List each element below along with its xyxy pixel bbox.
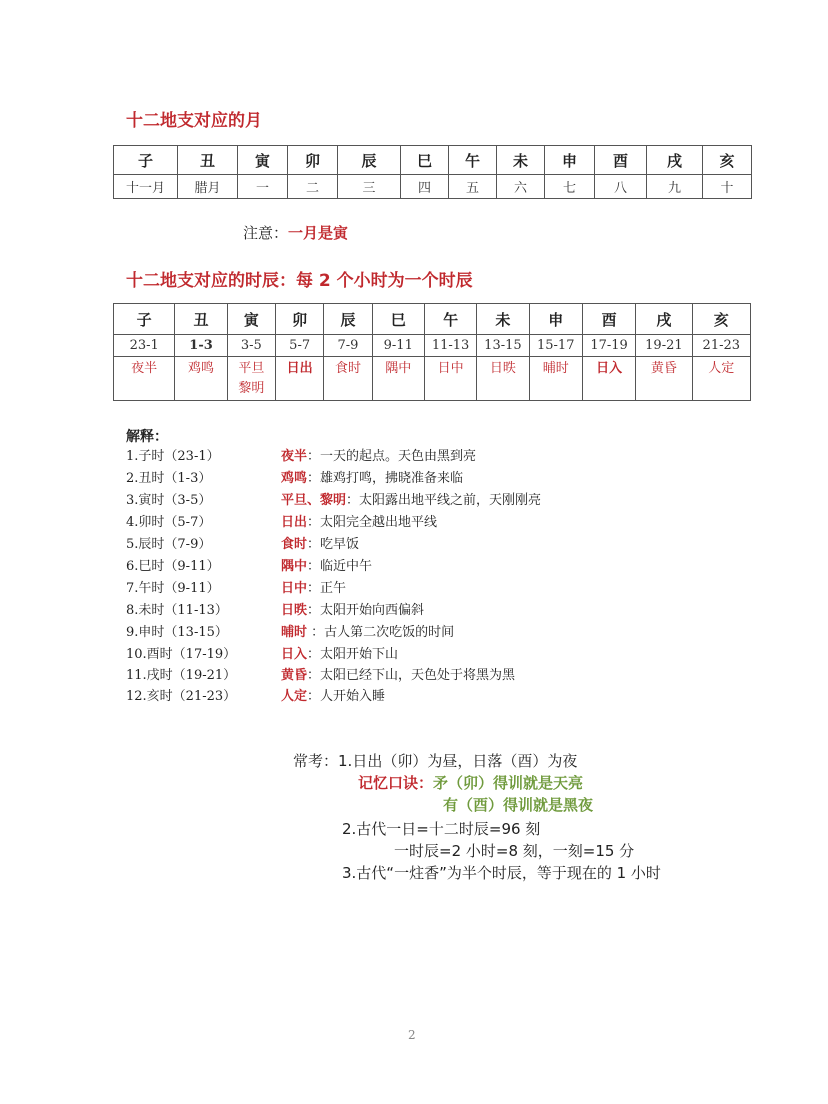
branch-cell: 寅 [227,304,275,335]
exam-note-line1 [293,750,577,771]
hour-table [113,303,751,401]
explain-row [126,578,726,599]
explain-row [126,644,726,665]
mnemonic-line1 [358,772,583,793]
branch-cell: 辰 [324,304,372,335]
mnemonic-text1: 矛（卯）得训就是天亮 [433,774,584,792]
section2-title: 十二地支对应的时辰：每 2 个小时为一个时辰 [126,271,473,291]
name-cell: 晡时 [529,357,582,401]
explain-keyword: 日入 [281,647,308,662]
explain-keyword: 日昳 [281,603,308,618]
branch-cell: 寅 [238,146,288,175]
explain-desc: ：正午 [307,581,347,596]
explain-num: 11.戌时（19-21） [126,668,237,683]
mnemonic-text2: 有（酉）得训就是黑夜 [443,796,594,814]
hour-cell: 5-7 [276,335,324,357]
explain-row [126,600,726,621]
month-cell: 九 [647,175,703,199]
branch-cell: 卯 [288,146,338,175]
hour-cell: 17-19 [582,335,635,357]
explain-row [126,512,726,533]
hour-cell: 15-17 [529,335,582,357]
branch-cell: 午 [424,304,476,335]
hour-cell: 23-1 [114,335,175,357]
explain-keyword: 晡时 [281,625,308,640]
exam-line4: 3.古代“一炷香”为半个时辰，等于现在的 1 小时 [342,864,661,882]
branch-cell: 丑 [175,304,227,335]
explain-num: 8.未时（11-13） [126,603,228,618]
branch-cell: 子 [114,146,178,175]
explain-row [126,665,726,686]
branch-cell: 未 [477,304,529,335]
explain-row [126,622,726,643]
month-cell: 一 [238,175,288,199]
branch-cell: 亥 [692,304,750,335]
branch-cell: 子 [114,304,175,335]
explain-num: 6.巳时（9-11） [126,559,220,574]
branch-cell: 酉 [595,146,647,175]
name-cell: 食时 [324,357,372,401]
explain-keyword: 日出 [281,515,308,530]
explain-row [126,534,726,555]
explain-heading: 解释： [126,429,168,445]
name-cell: 人定 [692,357,750,401]
explain-row [126,686,726,707]
name-cell: 日入 [582,357,635,401]
hour-cell: 21-23 [692,335,750,357]
month-cell: 七 [545,175,595,199]
hour-cell: 9-11 [372,335,424,357]
explain-num: 3.寅时（3-5） [126,493,212,508]
hour-cell: 7-9 [324,335,372,357]
explain-desc: ：临近中午 [307,559,373,574]
exam-line2: 2.古代一日=十二时辰=96 刻 [342,820,541,838]
page-number: 2 [408,1028,416,1042]
month-cell: 十 [703,175,752,199]
explain-num: 7.午时（9-11） [126,581,220,596]
explain-keyword: 黄昏 [281,668,308,683]
note-label: 注意： [243,224,289,242]
branch-cell: 戌 [647,146,703,175]
exam-label: 常考： [293,752,339,770]
explain-keyword: 鸡鸣 [281,471,308,486]
explain-keyword: 隅中 [281,559,308,574]
name-cell: 日昳 [477,357,529,401]
month-cell: 四 [401,175,449,199]
name-cell: 日出 [276,357,324,401]
branch-cell: 辰 [338,146,401,175]
explain-num: 9.申时（13-15） [126,625,228,640]
explain-desc: ：太阳露出地平线之前，天刚刚亮 [346,493,542,508]
exam-line3: 一时辰=2 小时=8 刻，一刻=15 分 [394,842,635,860]
branch-cell: 申 [545,146,595,175]
branch-cell: 未 [497,146,545,175]
month-cell: 三 [338,175,401,199]
branch-cell: 酉 [582,304,635,335]
explain-desc: ：人开始入睡 [307,689,386,704]
explain-row [126,446,726,467]
hour-cell: 11-13 [424,335,476,357]
name-cell: 隅中 [372,357,424,401]
branch-cell: 申 [529,304,582,335]
explain-num: 2.丑时（1-3） [126,471,212,486]
name-cell: 黄昏 [636,357,692,401]
hour-cell: 1-3 [175,335,227,357]
explain-desc: ：古人第二次吃饭的时间 [307,625,455,640]
explain-num: 1.子时（23-1） [126,449,220,464]
branch-cell: 巳 [401,146,449,175]
explain-desc: ：太阳开始下山 [307,647,399,662]
branch-cell: 亥 [703,146,752,175]
explain-desc: ：太阳已经下山，天色处于将黑为黑 [307,668,516,683]
branch-cell: 午 [449,146,497,175]
explain-num: 4.卯时（5-7） [126,515,212,530]
explain-keyword: 人定 [281,689,308,704]
explain-num: 10.酉时（17-19） [126,647,237,662]
explain-desc: ：太阳开始向西偏斜 [307,603,425,618]
explain-desc: ：吃早饭 [307,537,360,552]
month-cell: 二 [288,175,338,199]
hour-cell: 13-15 [477,335,529,357]
month-cell: 十一月 [114,175,178,199]
hour-cell: 3-5 [227,335,275,357]
month-cell: 腊月 [178,175,238,199]
explain-desc: ：雄鸡打鸣，拂晓准备来临 [307,471,464,486]
section1-title: 十二地支对应的月 [126,111,262,131]
explain-keyword: 平旦、黎明 [281,493,347,508]
explain-row [126,490,726,511]
branch-cell: 戌 [636,304,692,335]
name-cell: 平旦 黎明 [227,357,275,401]
month-cell: 六 [497,175,545,199]
branch-cell: 卯 [276,304,324,335]
name-cell: 夜半 [114,357,175,401]
branch-cell: 丑 [178,146,238,175]
month-cell: 五 [449,175,497,199]
explain-row [126,556,726,577]
month-table [113,145,752,199]
mnemonic-label: 记忆口诀： [358,774,434,792]
exam-line1: 1.日出（卯）为昼，日落（酉）为夜 [338,752,578,770]
explain-keyword: 夜半 [281,449,308,464]
name-cell: 鸡鸣 [175,357,227,401]
explain-desc: ：一天的起点。天色由黑到亮 [307,449,477,464]
explain-num: 12.亥时（21-23） [126,689,237,704]
explain-row [126,468,726,489]
explain-desc: ：太阳完全越出地平线 [307,515,438,530]
explain-keyword: 食时 [281,537,308,552]
note-attention [243,222,348,243]
branch-cell: 巳 [372,304,424,335]
explain-num: 5.辰时（7-9） [126,537,212,552]
month-cell: 八 [595,175,647,199]
hour-cell: 19-21 [636,335,692,357]
name-cell: 日中 [424,357,476,401]
explain-keyword: 日中 [281,581,308,596]
note-value: 一月是寅 [288,224,349,242]
